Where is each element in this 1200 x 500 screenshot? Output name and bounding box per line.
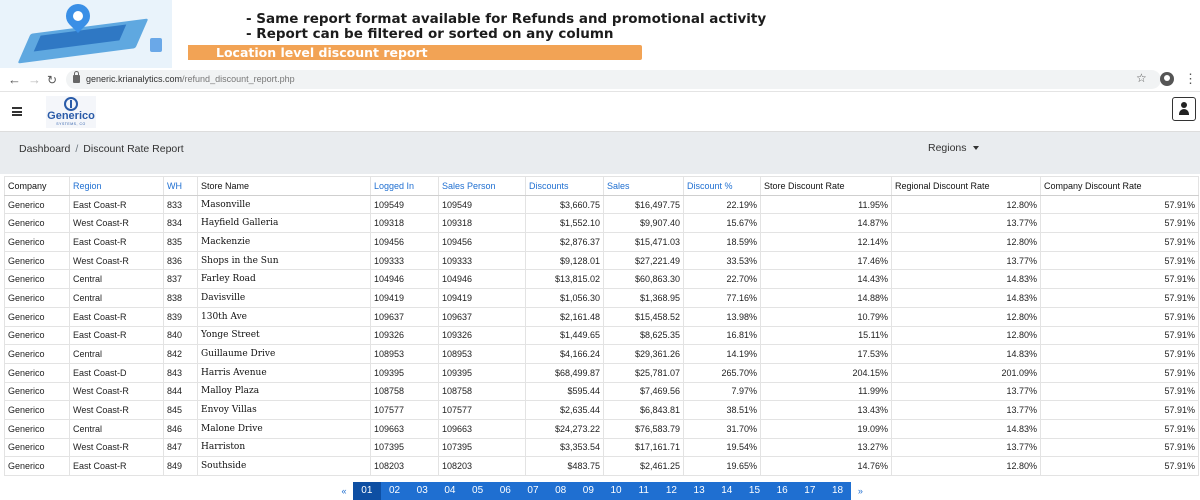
table-cell: 13.77% [892, 382, 1041, 401]
table-cell: 16.81% [684, 326, 761, 345]
breadcrumb-current: Discount Rate Report [83, 143, 184, 155]
table-cell: 12.80% [892, 195, 1041, 214]
table-cell: Envoy Villas [198, 401, 371, 420]
table-cell: 57.91% [1041, 195, 1199, 214]
table-cell: $15,471.03 [604, 233, 684, 252]
table-cell: Mackenzie [198, 233, 371, 252]
table-row[interactable] [5, 326, 1199, 345]
table-cell: Harris Avenue [198, 363, 371, 382]
table-cell: 109456 [439, 233, 526, 252]
table-cell: Shops in the Sun [198, 251, 371, 270]
table-cell: $1,056.30 [526, 289, 604, 308]
table-cell: 837 [164, 270, 198, 289]
table-cell: 108953 [371, 345, 439, 364]
pagination-page[interactable]: 07 [527, 485, 539, 496]
table-cell: Malone Drive [198, 419, 371, 438]
table-cell: 265.70% [684, 363, 761, 382]
breadcrumb-separator: / [75, 143, 79, 155]
table-cell: Southside [198, 457, 371, 476]
table-row[interactable] [5, 195, 1199, 214]
banner-line-2: - Report can be filtered or sorted on any column [246, 26, 614, 42]
table-cell: 11.95% [761, 195, 892, 214]
table-cell: Central [70, 419, 164, 438]
column-header[interactable]: Discount % [684, 177, 761, 196]
table-cell: West Coast-R [70, 251, 164, 270]
table-cell: 57.91% [1041, 214, 1199, 233]
app-header [0, 92, 1200, 132]
table-cell: Generico [5, 326, 70, 345]
column-header[interactable]: Logged In [371, 177, 439, 196]
table-cell: 14.83% [892, 345, 1041, 364]
discount-rate-table [4, 176, 1199, 476]
browser-profile-icon[interactable] [1160, 72, 1174, 86]
pagination-page[interactable]: 05 [472, 485, 484, 496]
table-cell: Yonge Street [198, 326, 371, 345]
table-cell: 38.51% [684, 401, 761, 420]
table-cell: 13.77% [892, 401, 1041, 420]
table-cell: 13.43% [761, 401, 892, 420]
table-cell: 77.16% [684, 289, 761, 308]
logo-tagline: SYSTEMS, CO [56, 122, 86, 126]
table-cell: Generico [5, 419, 70, 438]
column-header[interactable]: Store Discount Rate [761, 177, 892, 196]
table-cell: 57.91% [1041, 233, 1199, 252]
table-cell: 12.80% [892, 307, 1041, 326]
pagination-page[interactable]: 11 [638, 485, 649, 496]
table-cell: East Coast-R [70, 326, 164, 345]
breadcrumb [19, 143, 184, 155]
table-cell: $1,449.65 [526, 326, 604, 345]
table-cell: $1,368.95 [604, 289, 684, 308]
table-cell: Harriston [198, 438, 371, 457]
table-cell: $595.44 [526, 382, 604, 401]
table-cell: 14.87% [761, 214, 892, 233]
table-cell: 57.91% [1041, 326, 1199, 345]
table-cell: 14.19% [684, 345, 761, 364]
table-cell: 109318 [371, 214, 439, 233]
address-bar[interactable] [66, 70, 1161, 89]
pagination-page[interactable]: 16 [776, 485, 788, 496]
pagination-prev[interactable]: « [341, 486, 347, 496]
table-cell: 845 [164, 401, 198, 420]
pagination-next[interactable]: » [857, 486, 863, 496]
table-cell: Generico [5, 195, 70, 214]
table-row[interactable] [5, 382, 1199, 401]
pagination-page[interactable]: 01 [353, 482, 381, 500]
table-cell: 840 [164, 326, 198, 345]
table-cell: 12.80% [892, 457, 1041, 476]
table-cell: 108758 [371, 382, 439, 401]
pagination-page[interactable]: 18 [831, 485, 844, 496]
table-cell: 838 [164, 289, 198, 308]
table-cell: 109456 [371, 233, 439, 252]
pagination-page[interactable]: 12 [665, 485, 677, 496]
table-cell: 57.91% [1041, 363, 1199, 382]
table-cell: 107577 [371, 401, 439, 420]
table-cell: Generico [5, 345, 70, 364]
table-cell: 14.83% [892, 270, 1041, 289]
table-cell: 130th Ave [198, 307, 371, 326]
table-cell: 14.76% [761, 457, 892, 476]
table-cell: 844 [164, 382, 198, 401]
table-cell: $13,815.02 [526, 270, 604, 289]
table-row[interactable] [5, 419, 1199, 438]
table-cell: $76,583.79 [604, 419, 684, 438]
hamburger-menu-icon[interactable] [12, 107, 22, 116]
table-cell: 57.91% [1041, 289, 1199, 308]
table-cell: 12.14% [761, 233, 892, 252]
pagination-page[interactable]: 02 [388, 485, 401, 496]
table-cell: 839 [164, 307, 198, 326]
table-cell: 14.88% [761, 289, 892, 308]
table-cell: $3,660.75 [526, 195, 604, 214]
table-cell: Malloy Plaza [198, 382, 371, 401]
column-header[interactable]: Company Discount Rate [1041, 177, 1199, 196]
table-cell: 109395 [439, 363, 526, 382]
table-cell: $2,876.37 [526, 233, 604, 252]
table-cell: $6,843.81 [604, 401, 684, 420]
table-cell: 18.59% [684, 233, 761, 252]
back-arrow-icon[interactable]: ← [8, 72, 21, 87]
table-cell: 201.09% [892, 363, 1041, 382]
table-cell: 13.27% [761, 438, 892, 457]
table-cell: 842 [164, 345, 198, 364]
table-cell: West Coast-R [70, 214, 164, 233]
column-header[interactable]: Store Name [198, 177, 371, 196]
pagination-page[interactable]: 13 [693, 485, 705, 496]
pagination-page[interactable]: 14 [721, 485, 733, 496]
table-cell: Generico [5, 233, 70, 252]
regions-dropdown[interactable] [928, 142, 979, 154]
table-cell: 13.77% [892, 438, 1041, 457]
table-cell: 13.77% [892, 214, 1041, 233]
table-cell: 57.91% [1041, 382, 1199, 401]
table-cell: 109663 [371, 419, 439, 438]
table-cell: 843 [164, 363, 198, 382]
column-header[interactable]: Company [5, 177, 70, 196]
table-cell: 57.91% [1041, 401, 1199, 420]
table-cell: 109395 [371, 363, 439, 382]
table-cell: 10.79% [761, 307, 892, 326]
column-header[interactable]: Regional Discount Rate [892, 177, 1041, 196]
table-cell: 57.91% [1041, 345, 1199, 364]
table-cell: Central [70, 345, 164, 364]
table-cell: 107395 [439, 438, 526, 457]
table-row[interactable] [5, 363, 1199, 382]
table-cell: $7,469.56 [604, 382, 684, 401]
table-cell: Generico [5, 289, 70, 308]
table-row[interactable] [5, 289, 1199, 308]
table-cell: 107577 [439, 401, 526, 420]
banner-title-bar [188, 45, 642, 60]
pagination-page[interactable]: 09 [582, 485, 594, 496]
column-header[interactable]: Sales [604, 177, 684, 196]
caret-down-icon [973, 146, 979, 150]
table-cell: East Coast-R [70, 307, 164, 326]
logo-wordmark: Generico [47, 110, 95, 122]
table-cell: 12.80% [892, 326, 1041, 345]
table-body [5, 195, 1199, 475]
table-cell: 22.70% [684, 270, 761, 289]
table-cell: $2,461.25 [604, 457, 684, 476]
column-header[interactable]: Region [70, 177, 164, 196]
pagination-page[interactable]: 10 [610, 485, 622, 496]
table-cell: Generico [5, 401, 70, 420]
table-row[interactable] [5, 401, 1199, 420]
table-cell: 109326 [371, 326, 439, 345]
table-cell: 834 [164, 214, 198, 233]
table-cell: $1,552.10 [526, 214, 604, 233]
table-cell: $483.75 [526, 457, 604, 476]
table-cell: 17.46% [761, 251, 892, 270]
table-cell: 108758 [439, 382, 526, 401]
table-cell: 57.91% [1041, 438, 1199, 457]
bookmark-star-icon[interactable]: ☆ [1136, 71, 1147, 85]
table-cell: 19.65% [684, 457, 761, 476]
table-cell: Generico [5, 307, 70, 326]
table-cell: Generico [5, 251, 70, 270]
table-cell: 109333 [371, 251, 439, 270]
table-cell: 11.99% [761, 382, 892, 401]
table-cell: 22.19% [684, 195, 761, 214]
table-cell: 835 [164, 233, 198, 252]
table-cell: Central [70, 289, 164, 308]
table-cell: West Coast-R [70, 401, 164, 420]
table-cell: 12.80% [892, 233, 1041, 252]
table-cell: $68,499.87 [526, 363, 604, 382]
table-row[interactable] [5, 214, 1199, 233]
table-cell: 109637 [439, 307, 526, 326]
table-cell: 847 [164, 438, 198, 457]
table-cell: 833 [164, 195, 198, 214]
table-cell: 15.11% [761, 326, 892, 345]
table-cell: 104946 [371, 270, 439, 289]
table-row[interactable] [5, 307, 1199, 326]
table-cell: 836 [164, 251, 198, 270]
table-cell: 109663 [439, 419, 526, 438]
table-cell: 57.91% [1041, 419, 1199, 438]
column-header[interactable]: WH [164, 177, 198, 196]
table-cell: 33.53% [684, 251, 761, 270]
table-cell: 31.70% [684, 419, 761, 438]
table-cell: $24,273.22 [526, 419, 604, 438]
table-cell: Hayfield Galleria [198, 214, 371, 233]
table-cell: $3,353.54 [526, 438, 604, 457]
table-cell: Central [70, 270, 164, 289]
table-cell: 108203 [439, 457, 526, 476]
breadcrumb-bar [0, 132, 1200, 174]
table-cell: Generico [5, 438, 70, 457]
table-cell: 109549 [371, 195, 439, 214]
column-header[interactable]: Sales Person [439, 177, 526, 196]
pagination-page[interactable]: 17 [804, 485, 816, 496]
table-cell: $15,458.52 [604, 307, 684, 326]
table-cell: East Coast-R [70, 457, 164, 476]
table-row[interactable] [5, 345, 1199, 364]
table-cell: 107395 [371, 438, 439, 457]
table-cell: $25,781.07 [604, 363, 684, 382]
pagination-page[interactable]: 04 [444, 485, 456, 496]
table-row[interactable] [5, 438, 1199, 457]
table-cell: 7.97% [684, 382, 761, 401]
table-cell: Generico [5, 382, 70, 401]
browser-toolbar [0, 68, 1200, 92]
forward-arrow-icon[interactable]: → [28, 72, 41, 87]
table-row[interactable] [5, 270, 1199, 289]
pagination-page[interactable]: 03 [416, 485, 428, 496]
lock-icon [150, 38, 162, 52]
table-cell: 57.91% [1041, 251, 1199, 270]
table-cell: 104946 [439, 270, 526, 289]
table-cell: 108953 [439, 345, 526, 364]
table-cell: 109326 [439, 326, 526, 345]
table-cell: 204.15% [761, 363, 892, 382]
table-cell: East Coast-D [70, 363, 164, 382]
table-cell: West Coast-R [70, 438, 164, 457]
table-cell: 19.54% [684, 438, 761, 457]
table-cell: $60,863.30 [604, 270, 684, 289]
table-cell: Generico [5, 270, 70, 289]
regions-label: Regions [928, 142, 967, 154]
banner-line-1: - Same report format available for Refunds and promotional activity [246, 11, 767, 27]
table-cell: 57.91% [1041, 270, 1199, 289]
table-cell: 109637 [371, 307, 439, 326]
table-cell: Farley Road [198, 270, 371, 289]
table-cell: 13.98% [684, 307, 761, 326]
table-cell: Masonville [198, 195, 371, 214]
banner-title: Location level discount report [216, 45, 428, 60]
table-header-row [5, 177, 1199, 196]
pagination [335, 482, 869, 500]
table-cell: $2,635.44 [526, 401, 604, 420]
table-cell: $4,166.24 [526, 345, 604, 364]
browser-menu-icon[interactable]: ⋮ [1184, 71, 1197, 86]
table-cell: Generico [5, 214, 70, 233]
table-cell: $27,221.49 [604, 251, 684, 270]
table-cell: East Coast-R [70, 233, 164, 252]
url-text[interactable]: generic.krianalytics.com/refund_discount_report.php [86, 74, 295, 84]
table-cell: 14.83% [892, 289, 1041, 308]
table-cell: 849 [164, 457, 198, 476]
table-cell: Davisville [198, 289, 371, 308]
table-cell: 15.67% [684, 214, 761, 233]
banner-notes [246, 12, 766, 42]
table-cell: Generico [5, 457, 70, 476]
pagination-page[interactable]: 06 [499, 485, 511, 496]
anchor-icon [64, 97, 78, 111]
table-cell: Guillaume Drive [198, 345, 371, 364]
table-cell: 109549 [439, 195, 526, 214]
table-cell: 57.91% [1041, 457, 1199, 476]
pagination-page[interactable]: 08 [555, 485, 567, 496]
table-row[interactable] [5, 251, 1199, 270]
table-cell: 109419 [371, 289, 439, 308]
table-cell: $29,361.26 [604, 345, 684, 364]
table-cell: $2,161.48 [526, 307, 604, 326]
table-cell: Generico [5, 363, 70, 382]
table-cell: 108203 [371, 457, 439, 476]
column-header[interactable]: Discounts [526, 177, 604, 196]
promo-banner [0, 0, 1200, 68]
table-cell: 846 [164, 419, 198, 438]
generico-logo[interactable] [46, 96, 96, 128]
table-cell: 109419 [439, 289, 526, 308]
table-cell: $17,161.71 [604, 438, 684, 457]
table-cell: $8,625.35 [604, 326, 684, 345]
table-row[interactable] [5, 457, 1199, 476]
user-account-button[interactable] [1172, 97, 1196, 121]
table-cell: $16,497.75 [604, 195, 684, 214]
table-cell: 17.53% [761, 345, 892, 364]
table-cell: 14.83% [892, 419, 1041, 438]
table-cell: $9,907.40 [604, 214, 684, 233]
table-cell: 13.77% [892, 251, 1041, 270]
pagination-pages [353, 482, 851, 500]
reload-icon[interactable]: ↻ [47, 73, 58, 87]
table-cell: 19.09% [761, 419, 892, 438]
table-cell: 109318 [439, 214, 526, 233]
table-cell: 57.91% [1041, 307, 1199, 326]
breadcrumb-dashboard-link[interactable]: Dashboard [19, 143, 71, 155]
secure-lock-icon [73, 75, 80, 83]
table-row[interactable] [5, 233, 1199, 252]
pagination-page[interactable]: 15 [748, 485, 761, 496]
table-cell: 109333 [439, 251, 526, 270]
table-cell: 14.43% [761, 270, 892, 289]
table-cell: West Coast-R [70, 382, 164, 401]
banner-illustration [0, 0, 172, 68]
table-cell: East Coast-R [70, 195, 164, 214]
table-cell: $9,128.01 [526, 251, 604, 270]
